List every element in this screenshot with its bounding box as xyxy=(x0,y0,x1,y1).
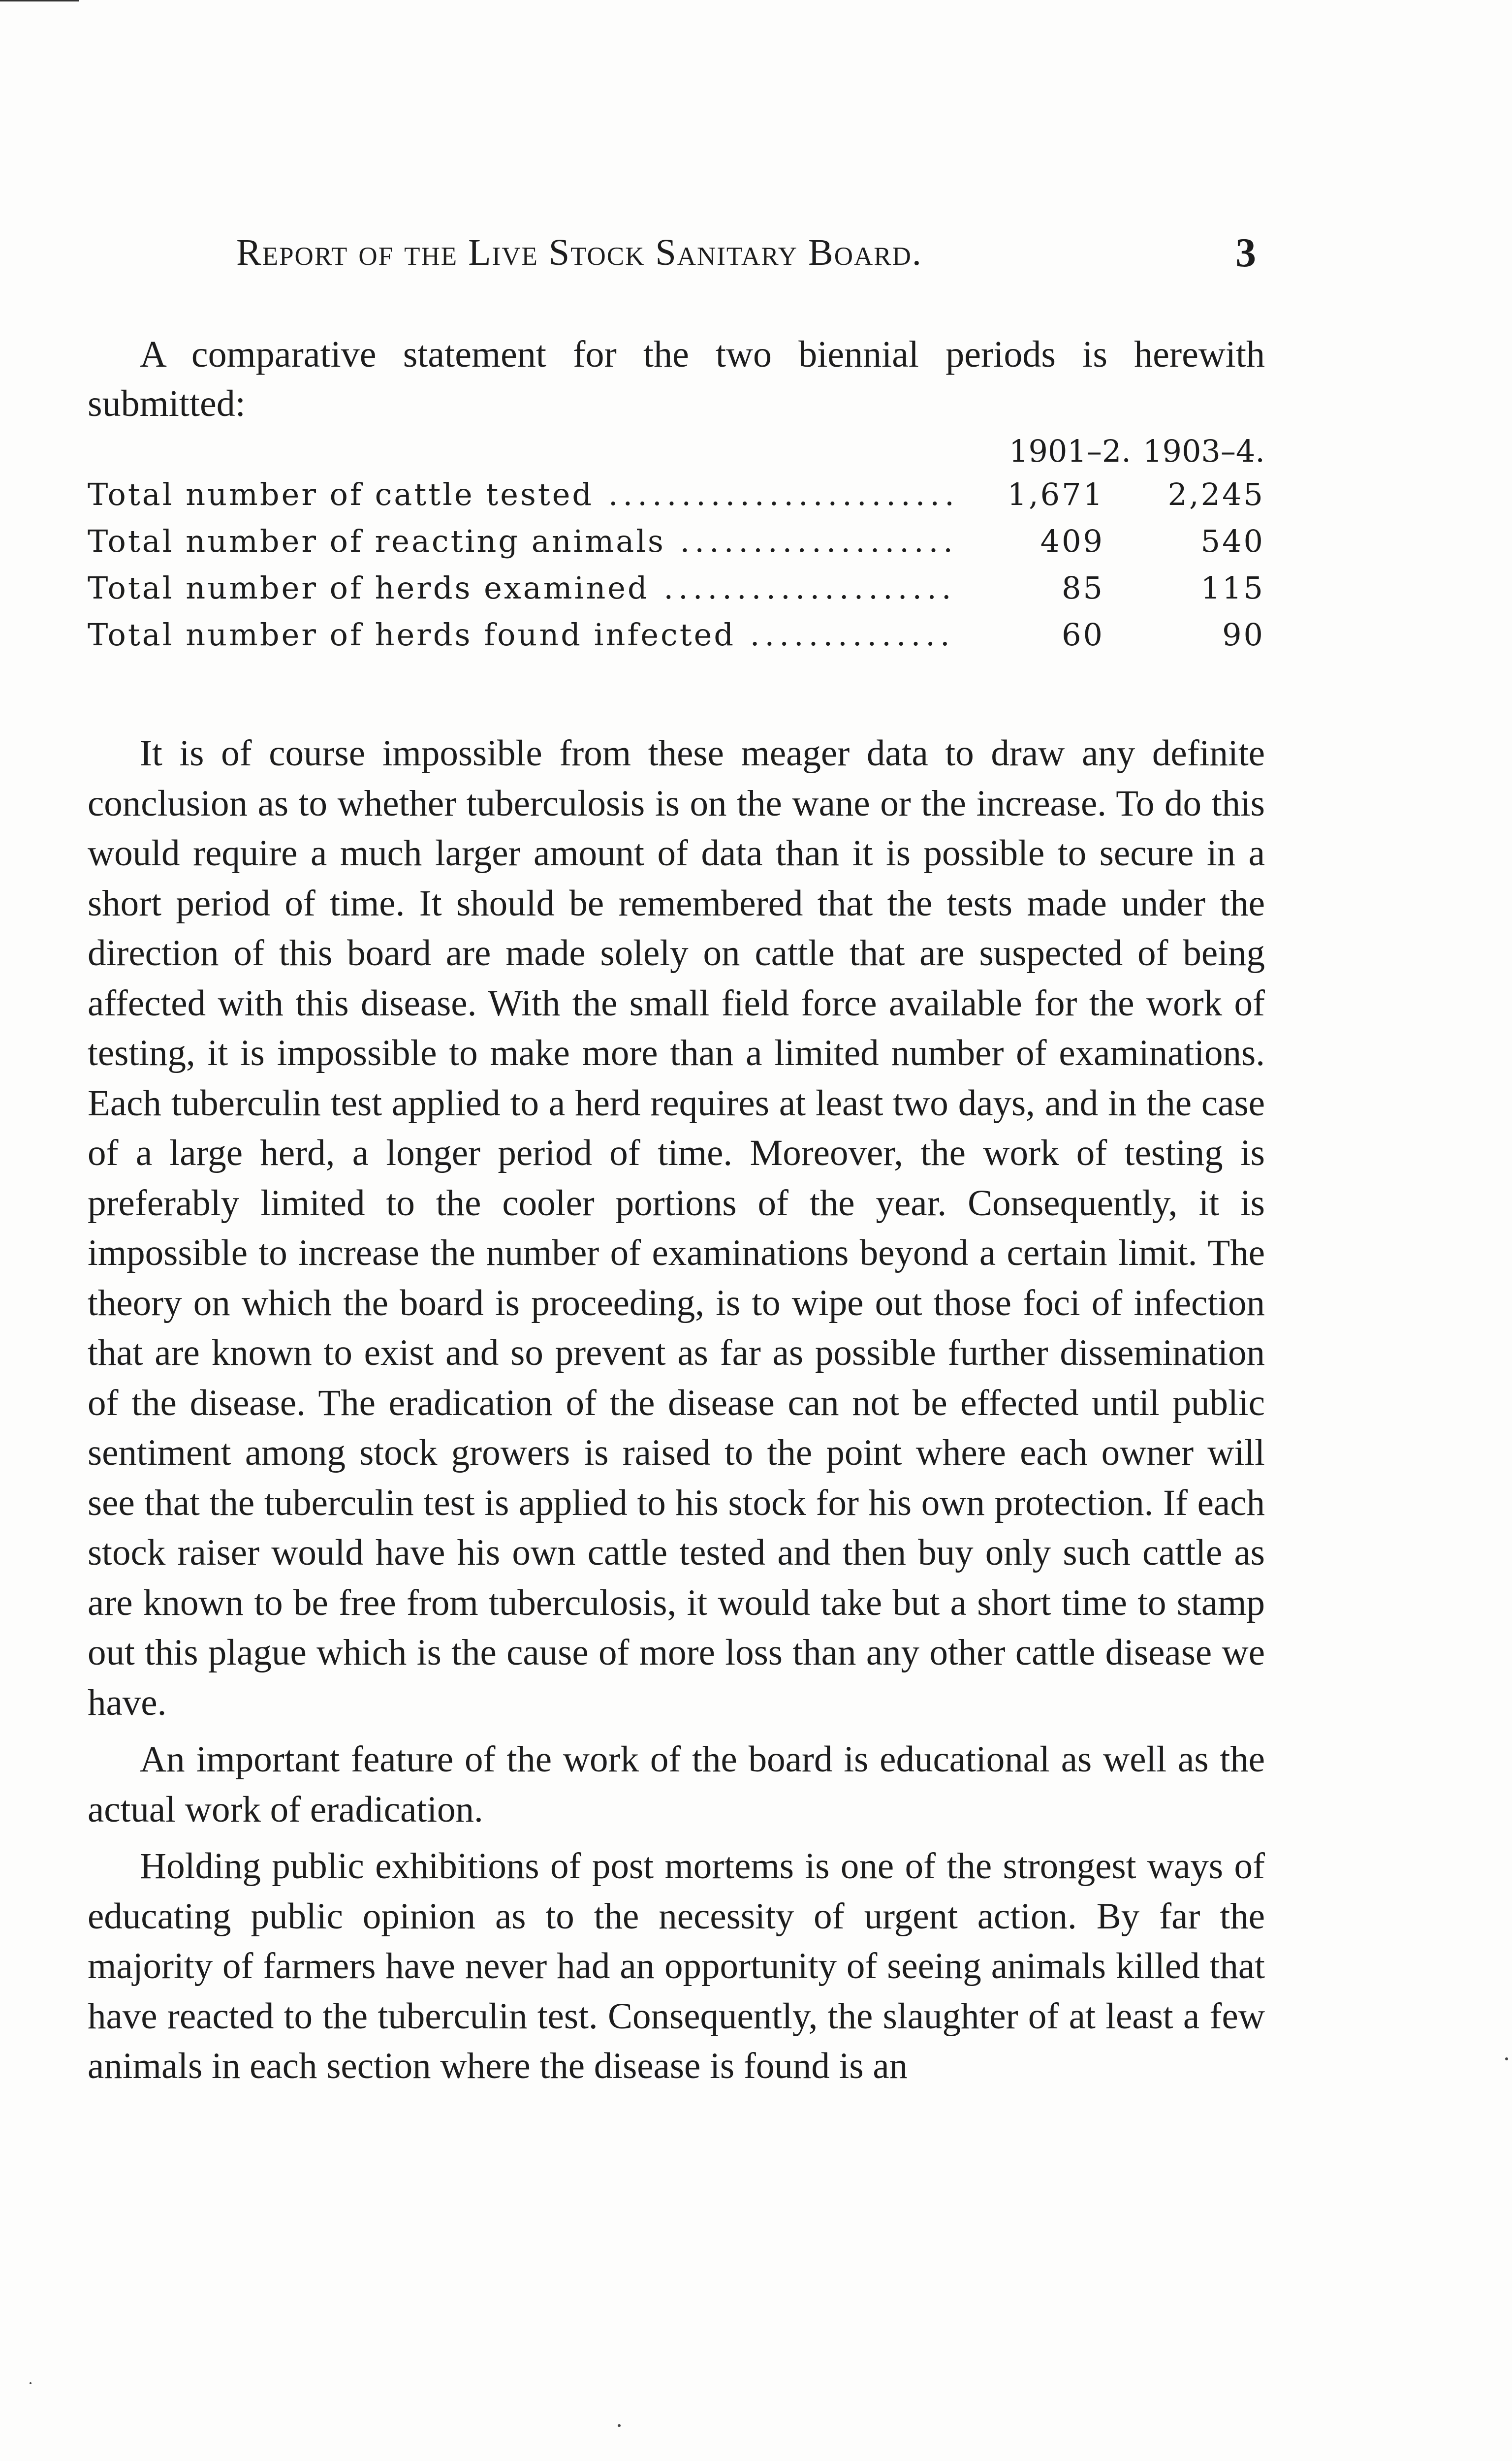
row-value-1901-2: 85 xyxy=(1062,570,1104,606)
scan-speck xyxy=(30,2382,32,2384)
table-header-row xyxy=(88,423,1265,476)
page-number: 3 xyxy=(1235,230,1256,276)
intro-text: A comparative statement for the two biennial periods is herewith submitted: xyxy=(88,334,1265,424)
row-value-1903-4: 2,245 xyxy=(1167,476,1265,512)
row-value-1901-2: 409 xyxy=(1040,523,1104,559)
running-header: Report of the Live Stock Sanitary Board. xyxy=(236,232,922,273)
scan-speck xyxy=(618,2424,621,2427)
row-value-1901-2: 1,671 xyxy=(1007,476,1104,512)
column-header-1901-2: 1901–2. xyxy=(1009,433,1131,469)
paragraph: Holding public exhibitions of post mortems is one of the strongest ways of educating public opinion as to the necessity of urgent action. By far the majority of farmers have never had an opportunity of seeing animals killed that have reacted to the tuberculin test. Consequently, the slaughter of at least a few animals in each section where the disease is found is an xyxy=(88,1846,1265,2086)
row-value-1903-4: 90 xyxy=(1222,617,1265,653)
row-value-1903-4: 540 xyxy=(1200,523,1265,559)
row-value-1901-2: 60 xyxy=(1062,617,1104,653)
table-row xyxy=(88,617,1265,663)
row-label: Total number of cattle tested ..... xyxy=(88,476,954,512)
body-text xyxy=(88,728,1265,2098)
paragraph: It is of course impossible from these meager data to draw any definite conclusion as to whether tuberculosis is on the wane or the increase. To do this would require a much larger amount of data than it is possible to secure in a short period of time. It should be remembered that the tests made under the direction of this board are made solely on cattle that are suspected of being affected with this disease. With the small field force available for the work of testing, it is impossible to make more than a limited number of examinations. Each tuberculin test applied to a herd requires at least two days, and in the case of a large herd, a longer period of time. Moreover, the work of testing is preferably limited to the cooler portions of the year. Consequently, it is impossible to increase the number of examinations beyond a certain limit. The theory on which the board is proceeding, is to wipe out those foci of infection that are known to exist and so prevent as far as possible further dissemination of the disease. The eradication of the disease can not be effected until public sentiment among stock growers is raised to the point where each owner will see that the tuberculin test is applied to his stock for his own protection. If each stock raiser would have his own cattle tested and then buy only such cattle as are known to be free from tuberculosis, it would take but a short time to stamp out this plague which is the cause of more loss than any other cattle disease we have. xyxy=(88,733,1265,1723)
table-row xyxy=(88,523,1265,570)
scan-speck xyxy=(1505,2057,1508,2060)
table-row xyxy=(88,476,1265,523)
paragraph: An important feature of the work of the board is educational as well as the actual work of eradication. xyxy=(88,1739,1265,1830)
scan-edge-rule xyxy=(0,0,79,1)
intro-paragraph xyxy=(88,330,1265,428)
row-label: Total number of reacting animals ..... xyxy=(88,523,954,559)
table-row xyxy=(88,570,1265,617)
row-label: Total number of herds examined ..... xyxy=(88,570,954,606)
row-value-1903-4: 115 xyxy=(1200,570,1265,606)
column-header-1903-4: 1903–4. xyxy=(1143,433,1265,469)
comparison-table xyxy=(88,423,1265,663)
row-label: Total number of herds found infected ..... xyxy=(88,617,954,653)
